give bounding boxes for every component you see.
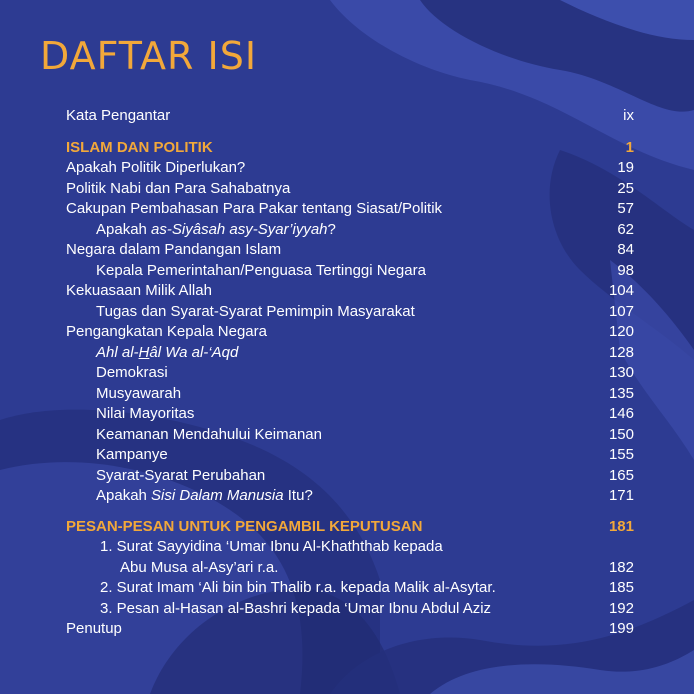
toc-entry-title: 3. Pesan al-Hasan al-Bashri kepada ‘Umar Ibnu Abdul Aziz xyxy=(100,599,492,617)
toc-entry-page: 57 xyxy=(617,200,634,217)
toc-entry-title: Pengangkatan Kepala Negara xyxy=(66,323,267,340)
toc-entry-title: Cakupan Pembahasan Para Pakar tentang Siasat/Politik xyxy=(66,200,443,217)
toc-entry-page: 120 xyxy=(608,323,634,340)
toc-entry-title: Kata Pengantar xyxy=(66,107,171,124)
toc-subentry[interactable] xyxy=(66,578,634,599)
toc-entry[interactable] xyxy=(66,322,634,343)
toc-entry-title: Kekuasaan Milik Allah xyxy=(66,282,212,299)
toc-entry-page: 98 xyxy=(617,261,634,279)
page-title: DAFTAR ISI xyxy=(40,34,258,78)
toc-entry-page: 185 xyxy=(608,579,634,596)
toc-entry-page: 192 xyxy=(608,599,634,617)
toc-subentry[interactable] xyxy=(66,384,634,405)
toc-entry-page: 19 xyxy=(617,159,634,176)
toc-entry-page: 181 xyxy=(608,517,634,535)
toc-entry[interactable] xyxy=(66,179,634,200)
toc-subentry[interactable] xyxy=(66,302,634,323)
toc-entry-title: 2. Surat Imam ‘Ali bin bin Thalib r.a. kepada Malik al-Asytar. xyxy=(100,579,496,596)
toc-entry-page: 107 xyxy=(608,302,634,320)
toc-subentry[interactable] xyxy=(66,599,634,620)
toc-subentry[interactable] xyxy=(66,486,634,507)
toc-entry-page: 165 xyxy=(608,466,634,484)
toc-section-heading[interactable] xyxy=(66,138,634,159)
toc-entry-title: Keamanan Mendahului Keimanan xyxy=(96,425,322,443)
toc-entry-title: Ahl al-Hâl Wa al-‘Aqd xyxy=(96,343,239,361)
toc-entry-title: Musyawarah xyxy=(96,384,182,402)
toc-entry-page: 62 xyxy=(617,220,634,238)
toc-entry-page: 199 xyxy=(608,620,634,637)
toc-entry-page: 104 xyxy=(608,282,634,299)
toc-entry-title: Politik Nabi dan Para Sahabatnya xyxy=(66,179,291,197)
toc-entry-title: Apakah Sisi Dalam Manusia Itu? xyxy=(96,487,313,504)
toc-entry-title: Abu Musa al-Asy’ari r.a. xyxy=(120,558,279,576)
toc-entry-page: 130 xyxy=(608,364,634,381)
toc-entry-title: 1. Surat Sayyidina ‘Umar Ibnu Al-Khaththab kepada xyxy=(100,538,443,555)
toc-entry-title: Negara dalam Pandangan Islam xyxy=(66,241,282,258)
toc-entry-title: Apakah Politik Diperlukan? xyxy=(66,159,246,176)
toc-entry[interactable] xyxy=(66,619,634,640)
toc-entry-page: 1 xyxy=(625,138,634,156)
toc-subentry[interactable] xyxy=(66,363,634,384)
toc-entry-title: PESAN-PESAN UNTUK PENGAMBIL KEPUTUSAN xyxy=(66,517,423,535)
toc-subentry[interactable] xyxy=(66,466,634,487)
toc-subentry[interactable] xyxy=(66,343,634,364)
toc-subentry[interactable] xyxy=(66,445,634,466)
toc-entry-page: 25 xyxy=(617,179,634,197)
toc-entry[interactable] xyxy=(66,158,634,179)
toc-subentry[interactable] xyxy=(66,537,634,558)
toc-subentry[interactable] xyxy=(66,425,634,446)
toc-entry[interactable] xyxy=(66,199,634,220)
toc-entry-page: 84 xyxy=(617,241,634,258)
toc-entry-title: ISLAM DAN POLITIK xyxy=(66,138,213,156)
toc-entry-title: Kampanye xyxy=(96,446,168,463)
toc-entry-page: 146 xyxy=(608,405,634,422)
toc-entry-page: 135 xyxy=(608,384,634,402)
toc-entry-title: Tugas dan Syarat-Syarat Pemimpin Masyarakat xyxy=(96,302,415,320)
toc-entry-page: 128 xyxy=(608,343,634,361)
toc-section-heading[interactable] xyxy=(66,517,634,538)
toc-entry-page: 155 xyxy=(608,446,634,463)
toc-entry[interactable] xyxy=(66,240,634,261)
toc-entry-title: Kepala Pemerintahan/Penguasa Tertinggi Negara xyxy=(96,261,426,279)
toc-entry-page: 182 xyxy=(608,558,634,576)
toc-entry-title: Penutup xyxy=(66,620,122,637)
toc-entry-page: ix xyxy=(623,107,634,124)
toc-entry-title: Demokrasi xyxy=(96,364,168,381)
toc-entry-page: 171 xyxy=(608,487,634,504)
toc-entry[interactable] xyxy=(66,106,634,127)
toc-entry-title: Syarat-Syarat Perubahan xyxy=(96,466,266,484)
table-of-contents xyxy=(66,106,634,640)
toc-entry-title: Nilai Mayoritas xyxy=(96,405,195,422)
toc-subentry[interactable] xyxy=(66,261,634,282)
toc-entry-title: Apakah as-Siyâsah asy-Syar’iyyah? xyxy=(96,220,336,238)
toc-entry-page: 150 xyxy=(608,425,634,443)
toc-subentry[interactable] xyxy=(66,404,634,425)
toc-entry[interactable] xyxy=(66,281,634,302)
toc-subentry[interactable] xyxy=(66,558,634,579)
toc-subentry[interactable] xyxy=(66,220,634,241)
